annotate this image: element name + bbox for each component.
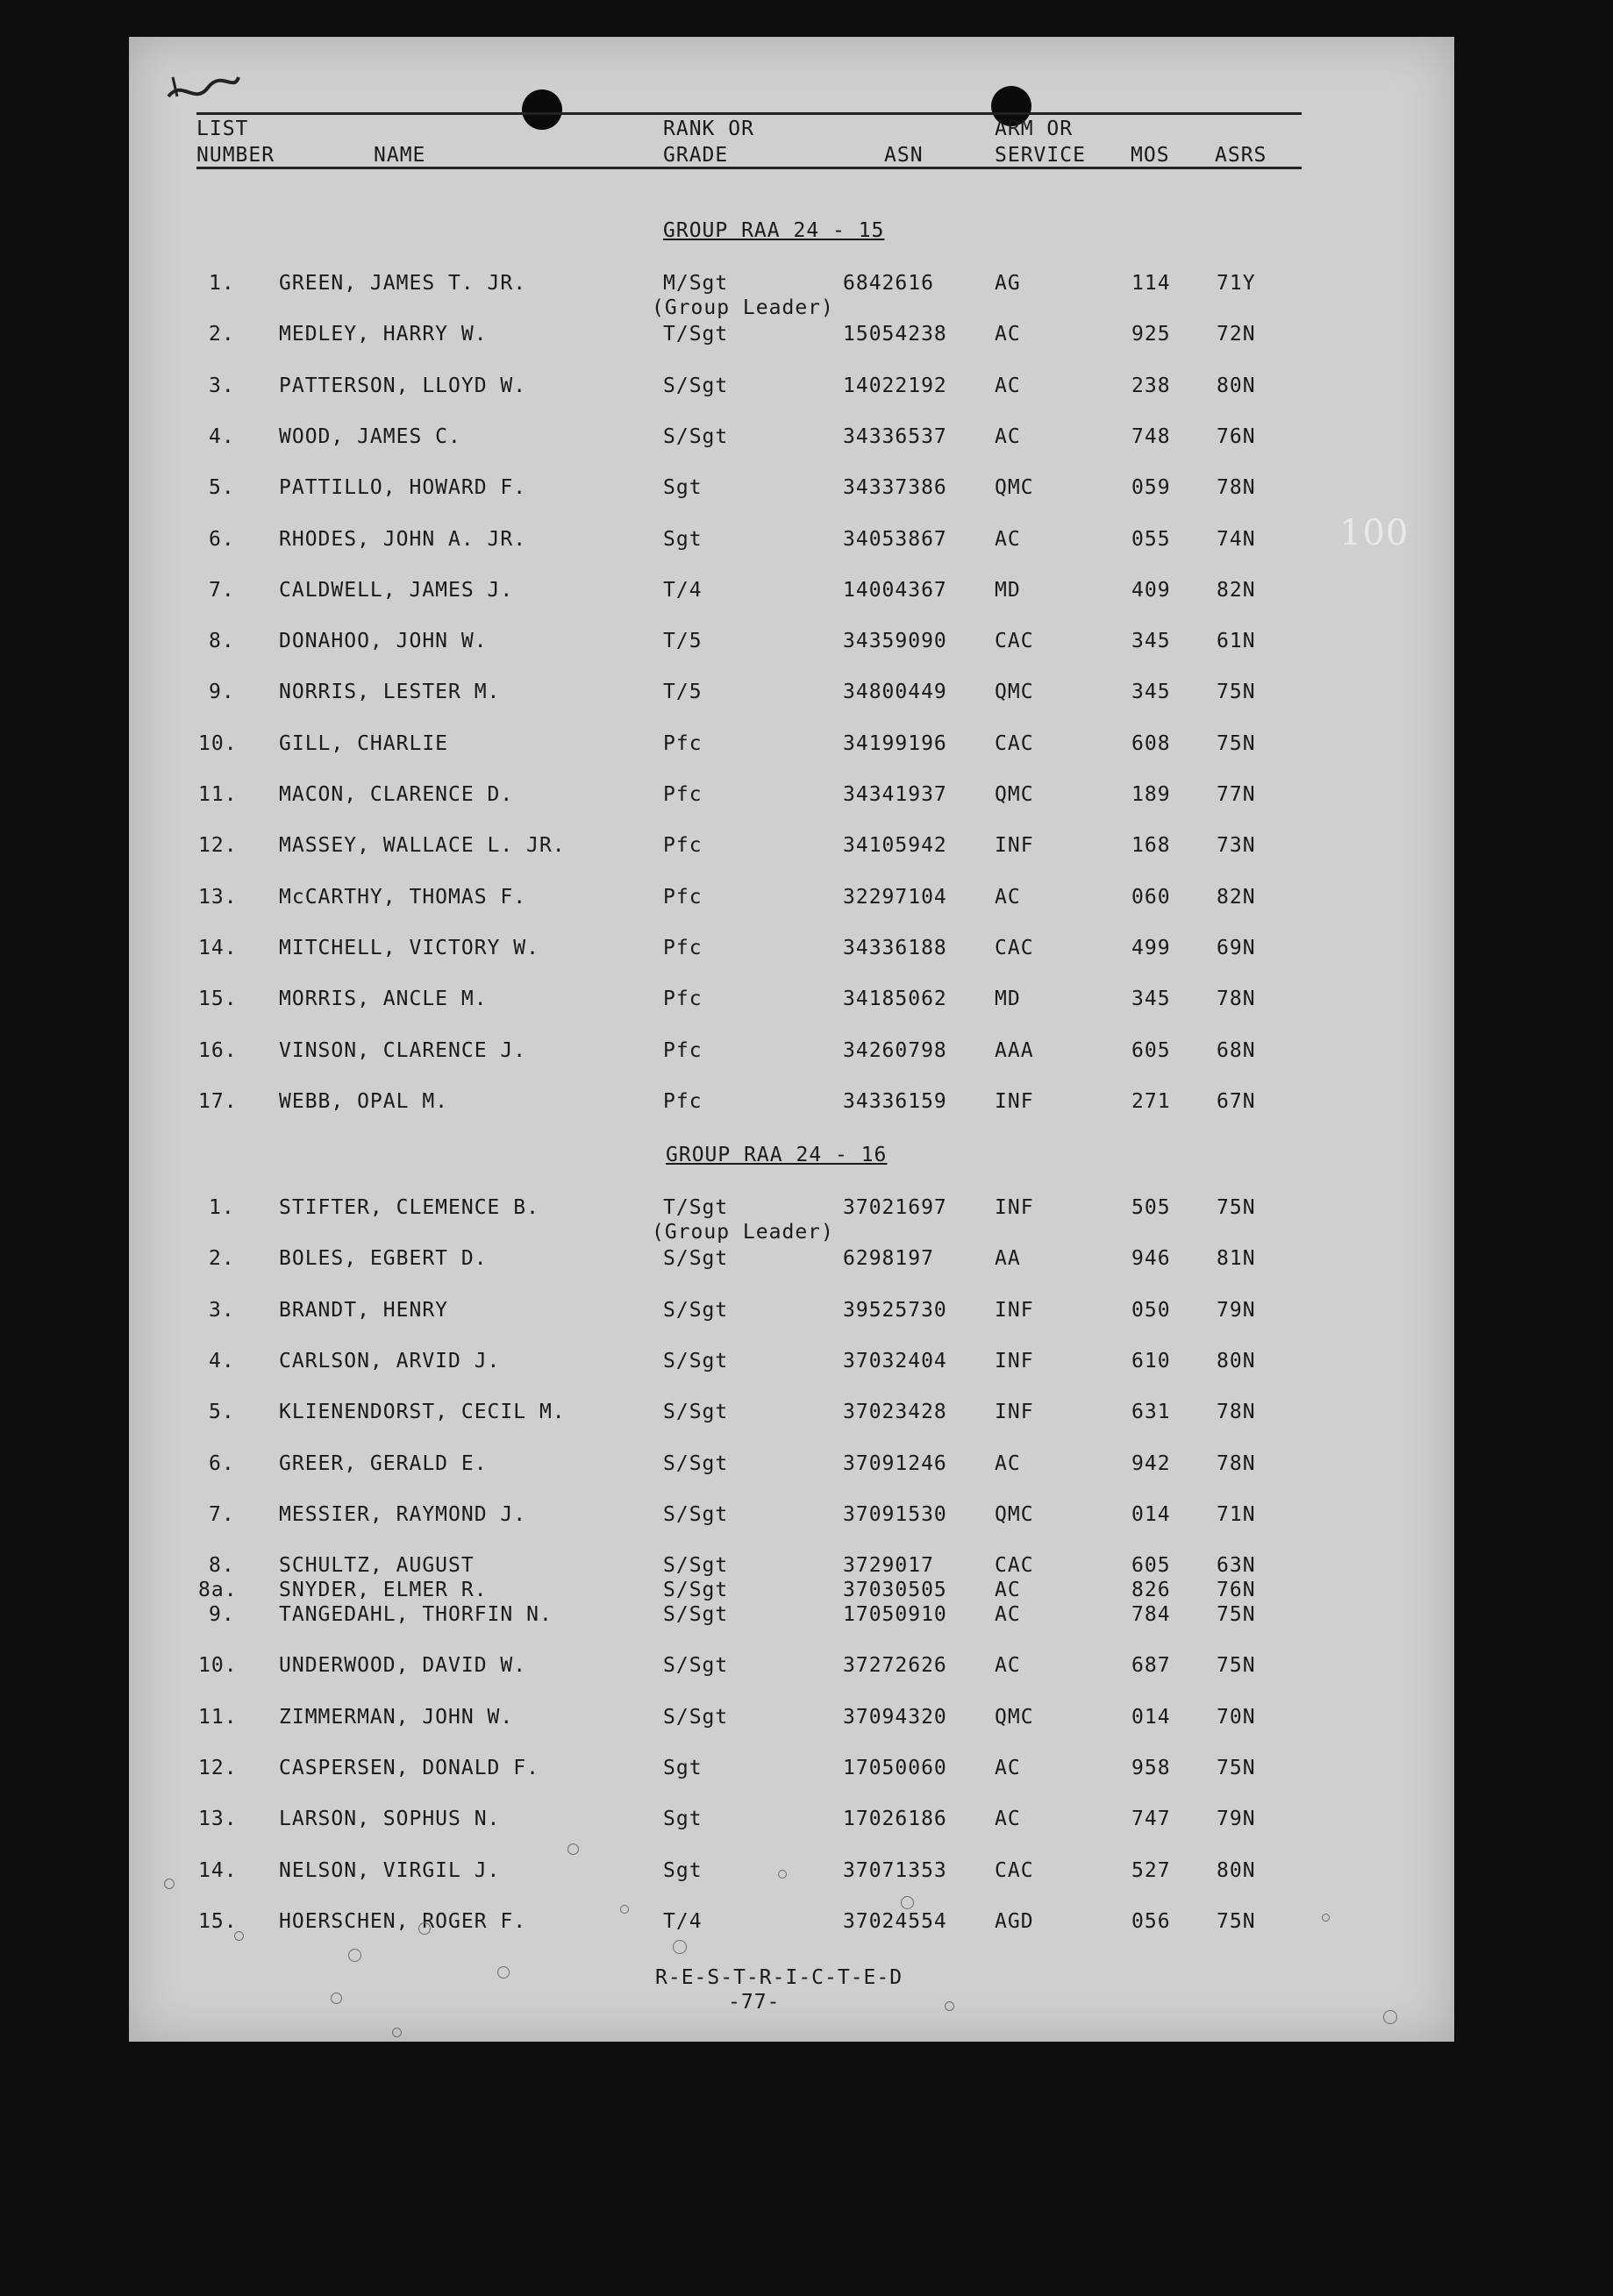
cell-arm: INF: [995, 1401, 1034, 1424]
cell-name: HOERSCHEN, ROGER F.: [279, 1909, 527, 1933]
cell-arm: AC: [995, 1451, 1021, 1475]
cell-mos: 608: [1131, 731, 1171, 755]
cell-rank: S/Sgt: [663, 1349, 729, 1373]
cell-num: 2.: [209, 323, 235, 346]
cell-mos: 784: [1131, 1603, 1171, 1627]
cell-asrs: 68N: [1217, 1038, 1256, 1062]
cell-arm: QMC: [995, 1502, 1034, 1526]
cell-arm: CAC: [995, 936, 1034, 959]
cell-name: MASSEY, WALLACE L. JR.: [279, 834, 566, 858]
cell-rank: S/Sgt: [663, 424, 729, 448]
cell-mos: 345: [1131, 681, 1171, 704]
cell-mos: 055: [1131, 527, 1171, 551]
cell-mos: 946: [1131, 1247, 1171, 1271]
cell-rank: T/Sgt: [663, 1196, 729, 1219]
cell-rank: Sgt: [663, 527, 703, 551]
cell-asn: 37091530: [843, 1502, 947, 1526]
cell-arm: INF: [995, 834, 1034, 858]
cell-num: 12.: [198, 834, 238, 858]
cell-arm: AA: [995, 1247, 1021, 1271]
cell-asn: 34260798: [843, 1038, 947, 1062]
cell-asn: 37272626: [843, 1654, 947, 1678]
group-title: GROUP RAA 24 - 15: [663, 219, 885, 242]
cell-asn: 37091246: [843, 1451, 947, 1475]
cell-num: 8a.: [198, 1579, 238, 1602]
cell-asrs: 67N: [1217, 1089, 1256, 1113]
cell-arm: AC: [995, 374, 1021, 397]
handwritten-mark: [164, 70, 243, 105]
cell-rank: Sgt: [663, 1808, 703, 1831]
cell-num: 10.: [198, 731, 238, 755]
cell-num: 14.: [198, 936, 238, 959]
cell-num: 8.: [209, 1554, 235, 1578]
paper-speck: [1383, 2010, 1397, 2024]
cell-num: 6.: [209, 527, 235, 551]
cell-rank: S/Sgt: [663, 1579, 729, 1602]
cell-num: 3.: [209, 1298, 235, 1322]
cell-asn: 6298197: [843, 1247, 934, 1271]
cell-name: WOOD, JAMES C.: [279, 424, 461, 448]
cell-asrs: 75N: [1217, 1196, 1256, 1219]
cell-mos: 345: [1131, 630, 1171, 653]
cell-mos: 527: [1131, 1858, 1171, 1882]
cell-name: TANGEDAHL, THORFIN N.: [279, 1603, 553, 1627]
cell-name: BOLES, EGBERT D.: [279, 1247, 488, 1271]
header-arm: ARM OR SERVICE: [995, 118, 1086, 167]
cell-arm: CAC: [995, 731, 1034, 755]
cell-mos: 942: [1131, 1451, 1171, 1475]
cell-rank: Pfc: [663, 988, 703, 1011]
cell-num: 5.: [209, 1401, 235, 1424]
cell-asrs: 80N: [1217, 1349, 1256, 1373]
cell-asn: 34105942: [843, 834, 947, 858]
cell-arm: AG: [995, 272, 1021, 295]
cell-mos: 059: [1131, 476, 1171, 500]
cell-arm: MD: [995, 578, 1021, 602]
cell-name: VINSON, CLARENCE J.: [279, 1038, 527, 1062]
cell-num: 3.: [209, 374, 235, 397]
cell-arm: CAC: [995, 1858, 1034, 1882]
cell-mos: 925: [1131, 323, 1171, 346]
cell-asn: 32297104: [843, 885, 947, 909]
cell-asrs: 72N: [1217, 323, 1256, 346]
cell-name: RHODES, JOHN A. JR.: [279, 527, 527, 551]
cell-asn: 34053867: [843, 527, 947, 551]
cell-asrs: 78N: [1217, 476, 1256, 500]
cell-num: 2.: [209, 1247, 235, 1271]
header-top-rule: [196, 112, 1302, 115]
cell-asn: 34336159: [843, 1089, 947, 1113]
cell-rank: Pfc: [663, 834, 703, 858]
cell-mos: 958: [1131, 1757, 1171, 1779]
cell-arm: QMC: [995, 681, 1034, 704]
cell-num: 10.: [198, 1654, 238, 1678]
cell-asrs: 76N: [1217, 1579, 1256, 1602]
cell-arm: AC: [995, 1757, 1021, 1779]
cell-asn: 34199196: [843, 731, 947, 755]
cell-name: MEDLEY, HARRY W.: [279, 323, 488, 346]
cell-asrs: 75N: [1217, 1603, 1256, 1627]
cell-asn: 3729017: [843, 1554, 934, 1578]
paper-speck: [620, 1905, 629, 1914]
cell-rank: M/Sgt: [663, 272, 729, 295]
cell-asrs: 73N: [1217, 834, 1256, 858]
cell-asn: 37023428: [843, 1401, 947, 1424]
cell-rank: T/5: [663, 681, 703, 704]
cell-asrs: 69N: [1217, 936, 1256, 959]
cell-mos: 505: [1131, 1196, 1171, 1219]
cell-rank: Pfc: [663, 1089, 703, 1113]
cell-asrs: 74N: [1217, 527, 1256, 551]
cell-name: GREEN, JAMES T. JR.: [279, 272, 527, 295]
cell-arm: AC: [995, 1579, 1021, 1602]
cell-asrs: 80N: [1217, 1858, 1256, 1882]
cell-name: CARLSON, ARVID J.: [279, 1349, 501, 1373]
cell-mos: 060: [1131, 885, 1171, 909]
cell-asrs: 82N: [1217, 885, 1256, 909]
paper-speck: [778, 1870, 787, 1879]
paper-speck: [331, 1993, 342, 2004]
cell-rank: Pfc: [663, 783, 703, 806]
group-leader-note: (Group Leader): [652, 1221, 834, 1244]
cell-name: KLIENENDORST, CECIL M.: [279, 1401, 566, 1424]
cell-name: GILL, CHARLIE: [279, 731, 449, 755]
cell-num: 4.: [209, 424, 235, 448]
cell-asn: 17050910: [843, 1603, 947, 1627]
cell-asrs: 63N: [1217, 1554, 1256, 1578]
cell-num: 13.: [198, 1808, 238, 1831]
cell-arm: QMC: [995, 783, 1034, 806]
cell-name: MACON, CLARENCE D.: [279, 783, 514, 806]
cell-arm: AAA: [995, 1038, 1034, 1062]
cell-rank: S/Sgt: [663, 1654, 729, 1678]
cell-rank: S/Sgt: [663, 1401, 729, 1424]
cell-asn: 34336188: [843, 936, 947, 959]
cell-asrs: 75N: [1217, 1654, 1256, 1678]
cell-arm: AC: [995, 1654, 1021, 1678]
cell-asn: 37032404: [843, 1349, 947, 1373]
cell-asn: 17026186: [843, 1808, 947, 1831]
cell-rank: Pfc: [663, 731, 703, 755]
cell-asrs: 70N: [1217, 1705, 1256, 1729]
cell-name: MESSIER, RAYMOND J.: [279, 1502, 527, 1526]
cell-name: DONAHOO, JOHN W.: [279, 630, 488, 653]
cell-arm: CAC: [995, 1554, 1034, 1578]
cell-mos: 631: [1131, 1401, 1171, 1424]
cell-name: PATTILLO, HOWARD F.: [279, 476, 527, 500]
cell-rank: Sgt: [663, 1757, 703, 1779]
cell-mos: 499: [1131, 936, 1171, 959]
cell-rank: S/Sgt: [663, 374, 729, 397]
cell-mos: 014: [1131, 1502, 1171, 1526]
page-number: -77-: [728, 1991, 781, 2014]
cell-rank: S/Sgt: [663, 1298, 729, 1322]
cell-num: 15.: [198, 988, 238, 1011]
cell-asn: 34341937: [843, 783, 947, 806]
paper-speck: [673, 1940, 687, 1954]
cell-num: 7.: [209, 578, 235, 602]
paper-speck: [945, 2001, 954, 2011]
paper-speck: [164, 1879, 175, 1889]
cell-name: ZIMMERMAN, JOHN W.: [279, 1705, 514, 1729]
cell-mos: 014: [1131, 1705, 1171, 1729]
cell-mos: 050: [1131, 1298, 1171, 1322]
cell-rank: S/Sgt: [663, 1247, 729, 1271]
cell-arm: AC: [995, 527, 1021, 551]
cell-name: LARSON, SOPHUS N.: [279, 1808, 501, 1831]
cell-asrs: 82N: [1217, 578, 1256, 602]
cell-num: 12.: [198, 1757, 238, 1779]
cell-asn: 6842616: [843, 272, 934, 295]
header-rank: RANK OR GRADE: [663, 118, 754, 167]
cell-rank: Sgt: [663, 1858, 703, 1882]
header-mos: MOS: [1131, 144, 1170, 167]
classification-marking: R-E-S-T-R-I-C-T-E-D: [655, 1966, 903, 1989]
paper-speck: [418, 1922, 431, 1935]
cell-rank: Pfc: [663, 885, 703, 909]
cell-rank: S/Sgt: [663, 1705, 729, 1729]
cell-num: 1.: [209, 272, 235, 295]
cell-name: NORRIS, LESTER M.: [279, 681, 501, 704]
cell-name: CALDWELL, JAMES J.: [279, 578, 514, 602]
cell-name: SCHULTZ, AUGUST: [279, 1554, 475, 1578]
cell-mos: 238: [1131, 374, 1171, 397]
cell-mos: 605: [1131, 1038, 1171, 1062]
cell-mos: 826: [1131, 1579, 1171, 1602]
cell-asn: 34337386: [843, 476, 947, 500]
cell-arm: QMC: [995, 476, 1034, 500]
cell-arm: AC: [995, 323, 1021, 346]
cell-mos: 610: [1131, 1349, 1171, 1373]
cell-asn: 17050060: [843, 1757, 947, 1779]
cell-asrs: 75N: [1217, 731, 1256, 755]
header-bottom-rule: [196, 167, 1302, 169]
cell-asrs: 78N: [1217, 988, 1256, 1011]
cell-rank: S/Sgt: [663, 1603, 729, 1627]
cell-arm: CAC: [995, 630, 1034, 653]
cell-asn: 14004367: [843, 578, 947, 602]
cell-num: 4.: [209, 1349, 235, 1373]
cell-asn: 34336537: [843, 424, 947, 448]
cell-mos: 409: [1131, 578, 1171, 602]
header-list-number: LIST NUMBER: [196, 118, 275, 167]
cell-mos: 345: [1131, 988, 1171, 1011]
cell-mos: 605: [1131, 1554, 1171, 1578]
cell-asn: 37071353: [843, 1858, 947, 1882]
cell-name: CASPERSEN, DONALD F.: [279, 1757, 539, 1779]
cell-mos: 748: [1131, 424, 1171, 448]
cell-mos: 189: [1131, 783, 1171, 806]
cell-asn: 37030505: [843, 1579, 947, 1602]
cell-num: 16.: [198, 1038, 238, 1062]
cell-asrs: 79N: [1217, 1298, 1256, 1322]
cell-arm: INF: [995, 1196, 1034, 1219]
cell-asn: 39525730: [843, 1298, 947, 1322]
document-page: [129, 37, 1454, 2042]
group-title: GROUP RAA 24 - 16: [666, 1144, 888, 1166]
cell-name: STIFTER, CLEMENCE B.: [279, 1196, 539, 1219]
cell-arm: AC: [995, 1808, 1021, 1831]
cell-num: 9.: [209, 1603, 235, 1627]
cell-arm: AGD: [995, 1909, 1034, 1933]
cell-num: 8.: [209, 630, 235, 653]
stamped-folio-number: 100: [1339, 513, 1410, 553]
cell-asrs: 79N: [1217, 1808, 1256, 1831]
cell-asrs: 75N: [1217, 1909, 1256, 1933]
cell-mos: 271: [1131, 1089, 1171, 1113]
cell-rank: Pfc: [663, 1038, 703, 1062]
paper-speck: [1322, 1914, 1330, 1922]
cell-arm: QMC: [995, 1705, 1034, 1729]
header-name: NAME: [374, 144, 426, 167]
cell-arm: MD: [995, 988, 1021, 1011]
cell-arm: AC: [995, 424, 1021, 448]
cell-num: 14.: [198, 1858, 238, 1882]
cell-rank: Sgt: [663, 476, 703, 500]
cell-asn: 15054238: [843, 323, 947, 346]
cell-num: 5.: [209, 476, 235, 500]
group-leader-note: (Group Leader): [652, 296, 834, 319]
cell-num: 1.: [209, 1196, 235, 1219]
paper-speck: [234, 1931, 244, 1941]
cell-num: 15.: [198, 1909, 238, 1933]
cell-rank: S/Sgt: [663, 1502, 729, 1526]
cell-name: McCARTHY, THOMAS F.: [279, 885, 527, 909]
cell-num: 17.: [198, 1089, 238, 1113]
cell-arm: INF: [995, 1089, 1034, 1113]
paper-speck: [567, 1843, 579, 1855]
cell-asn: 37094320: [843, 1705, 947, 1729]
cell-arm: INF: [995, 1298, 1034, 1322]
cell-asn: 34359090: [843, 630, 947, 653]
cell-arm: AC: [995, 1603, 1021, 1627]
cell-asrs: 81N: [1217, 1247, 1256, 1271]
cell-asrs: 61N: [1217, 630, 1256, 653]
cell-rank: S/Sgt: [663, 1451, 729, 1475]
cell-rank: T/4: [663, 1909, 703, 1933]
cell-name: GREER, GERALD E.: [279, 1451, 488, 1475]
header-asn: ASN: [884, 144, 924, 167]
cell-mos: 114: [1131, 272, 1171, 295]
cell-asrs: 76N: [1217, 424, 1256, 448]
cell-asrs: 78N: [1217, 1401, 1256, 1424]
cell-name: PATTERSON, LLOYD W.: [279, 374, 527, 397]
cell-asn: 34800449: [843, 681, 947, 704]
cell-name: SNYDER, ELMER R.: [279, 1579, 488, 1602]
cell-mos: 687: [1131, 1654, 1171, 1678]
cell-asrs: 78N: [1217, 1451, 1256, 1475]
cell-asrs: 80N: [1217, 374, 1256, 397]
paper-speck: [497, 1966, 510, 1979]
cell-arm: AC: [995, 885, 1021, 909]
paper-speck: [901, 1896, 914, 1909]
cell-mos: 168: [1131, 834, 1171, 858]
cell-asn: 37021697: [843, 1196, 947, 1219]
cell-name: WEBB, OPAL M.: [279, 1089, 449, 1113]
cell-name: BRANDT, HENRY: [279, 1298, 449, 1322]
cell-num: 7.: [209, 1502, 235, 1526]
cell-rank: T/Sgt: [663, 323, 729, 346]
cell-mos: 747: [1131, 1808, 1171, 1831]
cell-rank: T/5: [663, 630, 703, 653]
header-asrs: ASRS: [1215, 144, 1267, 167]
cell-asrs: 71N: [1217, 1502, 1256, 1526]
cell-name: UNDERWOOD, DAVID W.: [279, 1654, 527, 1678]
cell-num: 13.: [198, 885, 238, 909]
paper-speck: [348, 1949, 361, 1962]
cell-name: MORRIS, ANCLE M.: [279, 988, 488, 1011]
punch-hole-left: [522, 89, 562, 130]
cell-asrs: 77N: [1217, 783, 1256, 806]
cell-name: MITCHELL, VICTORY W.: [279, 936, 539, 959]
cell-asrs: 75N: [1217, 1757, 1256, 1779]
cell-asn: 37024554: [843, 1909, 947, 1933]
cell-rank: S/Sgt: [663, 1554, 729, 1578]
cell-num: 11.: [198, 783, 238, 806]
paper-speck: [392, 2028, 402, 2037]
cell-name: NELSON, VIRGIL J.: [279, 1858, 501, 1882]
cell-rank: T/4: [663, 578, 703, 602]
cell-asn: 34185062: [843, 988, 947, 1011]
cell-rank: Pfc: [663, 936, 703, 959]
cell-num: 11.: [198, 1705, 238, 1729]
cell-arm: INF: [995, 1349, 1034, 1373]
cell-num: 9.: [209, 681, 235, 704]
cell-asrs: 71Y: [1217, 272, 1256, 295]
cell-asrs: 75N: [1217, 681, 1256, 704]
cell-num: 6.: [209, 1451, 235, 1475]
cell-asn: 14022192: [843, 374, 947, 397]
cell-mos: 056: [1131, 1909, 1171, 1933]
